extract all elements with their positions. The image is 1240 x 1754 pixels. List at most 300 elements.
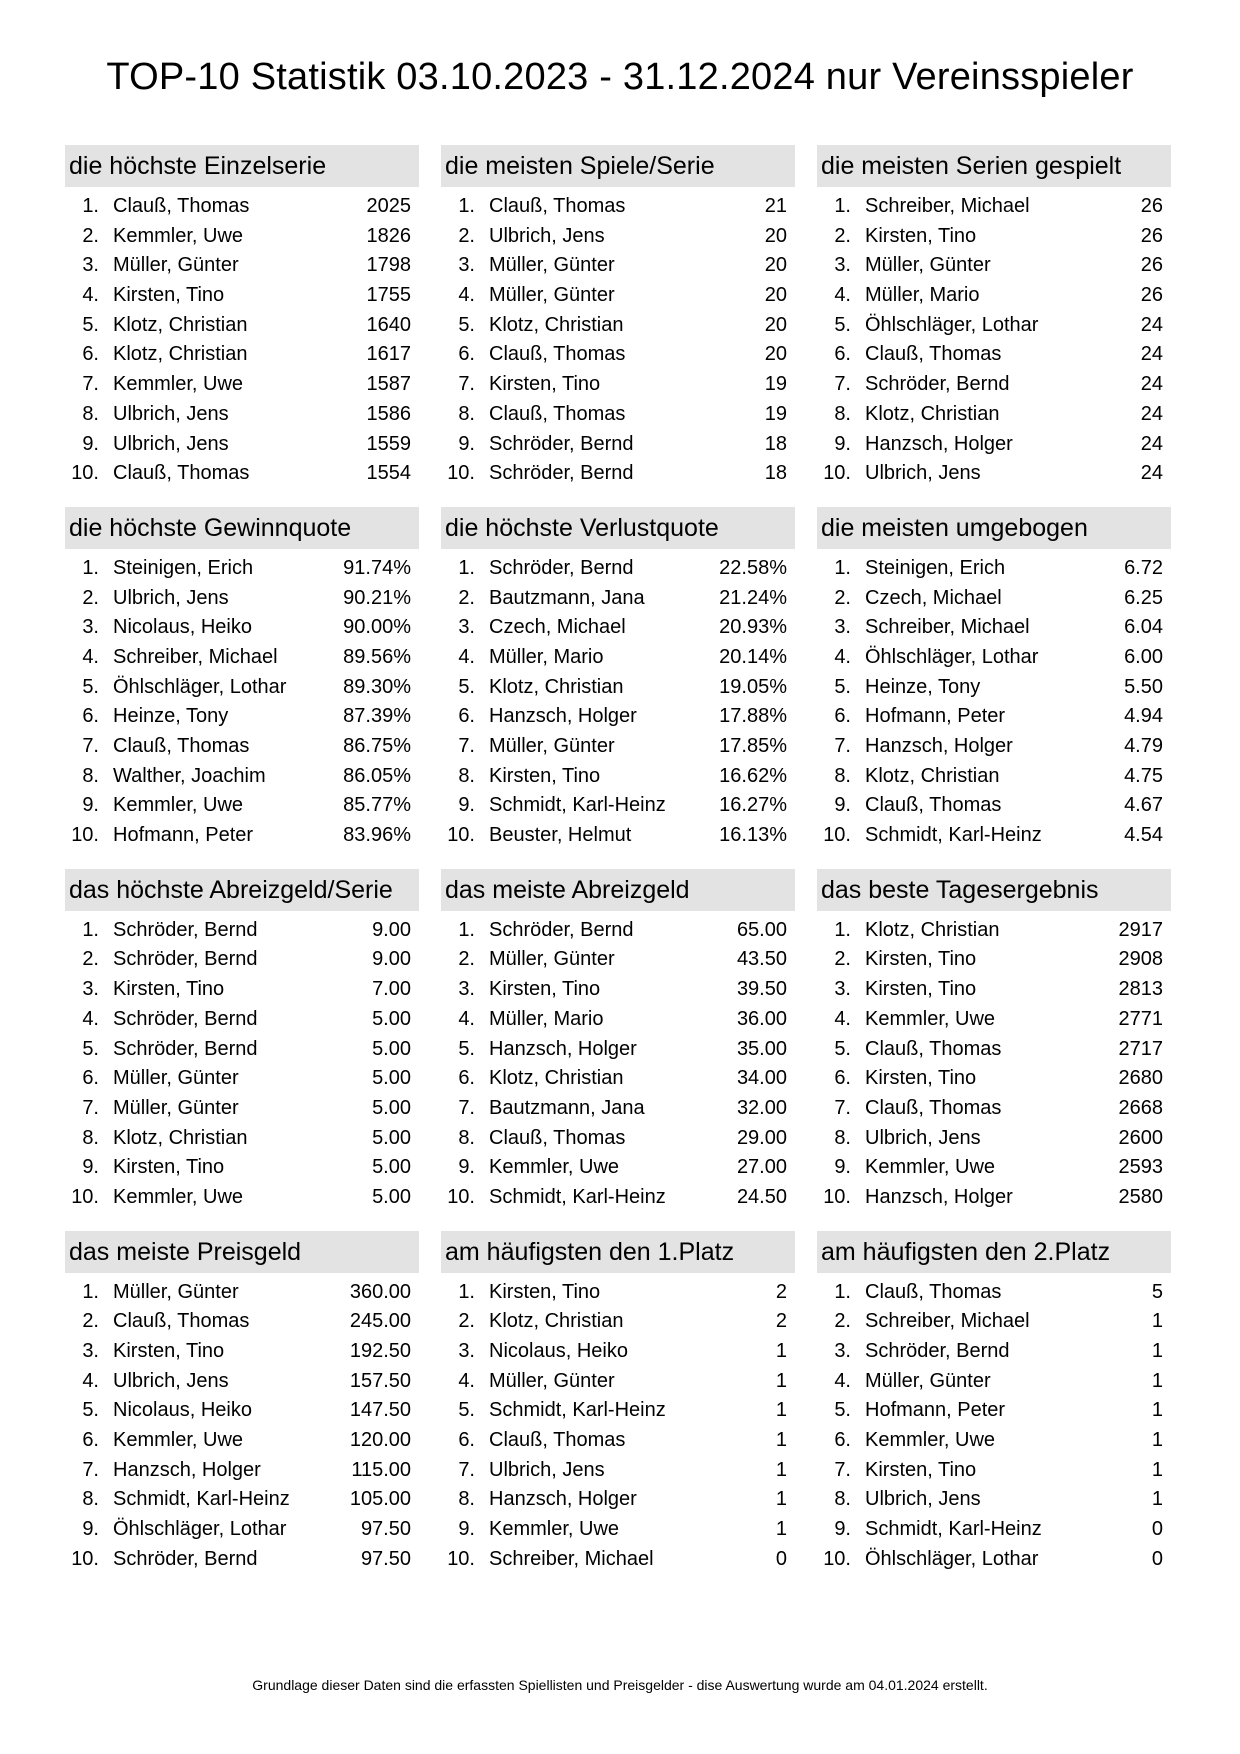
ranking-row	[817, 613, 1171, 643]
rank: 1.	[834, 195, 851, 217]
rank: 7.	[82, 1096, 99, 1119]
page-title: TOP-10 Statistik 03.10.2023 - 31.12.2024 nur Vereinsspieler	[106, 56, 1134, 98]
rank: 6.	[834, 1429, 851, 1452]
rank: 1.	[834, 918, 851, 941]
ranking-row	[65, 1426, 419, 1456]
stat-value: 87.39%	[343, 705, 411, 728]
rank: 6.	[458, 1067, 475, 1090]
rank: 8.	[82, 1126, 99, 1149]
player-name: Müller, Günter	[489, 948, 615, 971]
stat-value: 1	[775, 1458, 787, 1481]
player-name: Müller, Günter	[113, 1067, 239, 1090]
rank: 10.	[823, 1547, 851, 1570]
ranking-row	[441, 584, 795, 614]
ranking-row	[817, 643, 1171, 673]
player-name: Müller, Mario	[865, 284, 980, 307]
stat-value: 16.62%	[719, 764, 787, 787]
player-name: Ulbrich, Jens	[865, 1126, 981, 1149]
ranking-row	[441, 251, 795, 281]
rank: 1.	[82, 556, 99, 579]
player-name: Schröder, Bernd	[113, 948, 258, 971]
stat-value: 4.54	[1124, 824, 1163, 847]
stat-value: 4.94	[1124, 705, 1163, 728]
player-name: Kirsten, Tino	[865, 1458, 977, 1481]
ranking-row	[817, 192, 1171, 222]
section-title: die höchste Einzelserie	[65, 145, 419, 187]
stat-value: 4.79	[1124, 735, 1163, 757]
player-name: Steinigen, Erich	[865, 556, 1006, 579]
stat-value: 115.00	[351, 1458, 411, 1481]
player-name: Clauß, Thomas	[489, 1126, 626, 1149]
player-name: Kirsten, Tino	[489, 978, 601, 1001]
ranking-row	[817, 311, 1171, 341]
ranking-row	[441, 702, 795, 732]
player-name: Clauß, Thomas	[113, 735, 250, 757]
stat-value: 5.00	[372, 1007, 411, 1030]
stat-value: 2771	[1118, 1007, 1163, 1030]
player-name: Schröder, Bernd	[489, 556, 634, 579]
rank: 3.	[82, 616, 99, 639]
player-name: Ulbrich, Jens	[489, 224, 605, 247]
rank: 3.	[82, 1340, 99, 1362]
ranking-row	[817, 1485, 1171, 1515]
player-name: Schmidt, Karl-Heinz	[489, 1185, 666, 1208]
rank: 5.	[834, 1399, 851, 1422]
ranking-row	[65, 732, 419, 762]
rank: 9.	[458, 1518, 475, 1541]
player-name: Clauß, Thomas	[865, 343, 1002, 366]
rank: 3.	[458, 978, 475, 1001]
stat-value: 17.85%	[719, 735, 787, 757]
stat-value: 1	[1151, 1369, 1163, 1392]
stat-value: 120.00	[349, 1429, 411, 1452]
stat-value: 6.00	[1124, 645, 1163, 668]
rank: 6.	[82, 1429, 99, 1452]
rank: 5.	[82, 1399, 99, 1422]
stat-value: 1587	[366, 373, 411, 396]
stat-value: 360.00	[349, 1280, 411, 1303]
ranking-row	[817, 1367, 1171, 1397]
ranking-row	[817, 1545, 1171, 1575]
ranking-row	[65, 791, 419, 821]
player-name: Kirsten, Tino	[489, 1280, 601, 1303]
rank: 7.	[834, 1096, 851, 1119]
rank: 6.	[82, 343, 99, 366]
rank: 10.	[71, 1185, 99, 1208]
player-name: Hofmann, Peter	[113, 824, 254, 847]
rank: 8.	[834, 1126, 851, 1149]
stat-value: 6.04	[1124, 616, 1163, 639]
rank: 4.	[82, 1369, 99, 1392]
rank: 9.	[834, 794, 851, 817]
ranking-row	[441, 732, 795, 762]
rank: 2.	[458, 1310, 475, 1333]
ranking-row	[817, 430, 1171, 460]
ranking-row	[65, 1515, 419, 1545]
player-name: Öhlschläger, Lothar	[865, 645, 1039, 668]
rank: 10.	[823, 824, 851, 847]
rank: 6.	[458, 1429, 475, 1452]
ranking-row	[441, 430, 795, 460]
ranking-row	[65, 1153, 419, 1183]
player-name: Müller, Günter	[113, 1280, 239, 1303]
rank: 8.	[834, 402, 851, 425]
ranking-row	[65, 1367, 419, 1397]
ranking-row	[817, 222, 1171, 252]
ranking-row	[65, 916, 419, 946]
player-name: Kirsten, Tino	[489, 764, 601, 787]
stat-value: 21	[764, 195, 787, 217]
player-name: Walther, Joachim	[113, 764, 266, 787]
ranking-list	[817, 916, 1171, 1213]
player-name: Müller, Günter	[113, 1096, 239, 1119]
ranking-row	[817, 281, 1171, 311]
player-name: Clauß, Thomas	[865, 1280, 1002, 1303]
rank: 8.	[82, 1488, 99, 1511]
section-title: das meiste Preisgeld	[65, 1231, 419, 1273]
stat-value: 1	[775, 1429, 787, 1452]
stat-section	[817, 145, 1171, 489]
player-name: Müller, Günter	[865, 1369, 991, 1392]
ranking-list	[817, 1278, 1171, 1575]
player-name: Kemmler, Uwe	[865, 1156, 996, 1179]
ranking-row	[441, 1396, 795, 1426]
ranking-row	[441, 1005, 795, 1035]
stat-value: 9.00	[372, 948, 411, 971]
stat-value: 1	[775, 1518, 787, 1541]
player-name: Schmidt, Karl-Heinz	[489, 794, 666, 817]
rank: 7.	[82, 373, 99, 396]
player-name: Kirsten, Tino	[113, 1340, 225, 1362]
player-name: Kirsten, Tino	[865, 948, 977, 971]
rank: 7.	[834, 735, 851, 757]
rank: 3.	[834, 978, 851, 1001]
stat-value: 4.75	[1124, 764, 1163, 787]
player-name: Schröder, Bernd	[113, 1007, 258, 1030]
ranking-list	[817, 192, 1171, 489]
rank: 2.	[834, 1310, 851, 1333]
section-title: das beste Tagesergebnis	[817, 869, 1171, 911]
stat-value: 1559	[366, 432, 411, 455]
stat-value: 4.67	[1124, 794, 1163, 817]
rank: 1.	[458, 918, 475, 941]
rank: 4.	[458, 284, 475, 307]
rank: 9.	[458, 794, 475, 817]
rank: 10.	[823, 462, 851, 485]
stat-value: 24	[1140, 373, 1163, 396]
stat-value: 1	[775, 1399, 787, 1422]
stat-value: 2680	[1118, 1067, 1163, 1090]
player-name: Kemmler, Uwe	[113, 373, 244, 396]
stat-value: 26	[1140, 224, 1163, 247]
ranking-row	[441, 554, 795, 584]
player-name: Clauß, Thomas	[489, 195, 626, 217]
ranking-row	[817, 916, 1171, 946]
stat-value: 90.21%	[343, 586, 411, 609]
ranking-row	[441, 673, 795, 703]
stat-value: 2580	[1118, 1185, 1163, 1208]
ranking-row	[441, 1367, 795, 1397]
stat-value: 5.00	[372, 1037, 411, 1060]
rank: 6.	[834, 1067, 851, 1090]
stat-value: 89.56%	[343, 645, 411, 668]
ranking-list	[441, 1278, 795, 1575]
rank: 4.	[834, 1007, 851, 1030]
player-name: Müller, Günter	[865, 254, 991, 277]
stat-value: 19	[764, 373, 787, 396]
player-name: Hanzsch, Holger	[865, 735, 1013, 757]
rank: 4.	[834, 284, 851, 307]
stat-value: 39.50	[736, 978, 787, 1001]
rank: 9.	[834, 1156, 851, 1179]
player-name: Bautzmann, Jana	[489, 586, 645, 609]
rank: 7.	[458, 735, 475, 757]
ranking-row	[817, 1515, 1171, 1545]
player-name: Czech, Michael	[489, 616, 626, 639]
rank: 6.	[82, 705, 99, 728]
ranking-row	[817, 821, 1171, 851]
player-name: Hanzsch, Holger	[489, 1037, 637, 1060]
player-name: Müller, Mario	[489, 1007, 604, 1030]
ranking-row	[441, 1064, 795, 1094]
stat-value: 1	[775, 1369, 787, 1392]
stat-value: 245.00	[349, 1310, 411, 1333]
stat-value: 26	[1140, 284, 1163, 307]
ranking-row	[65, 1307, 419, 1337]
ranking-row	[441, 1307, 795, 1337]
rank: 2.	[834, 948, 851, 971]
player-name: Clauß, Thomas	[113, 1310, 250, 1333]
stat-value: 5.00	[372, 1096, 411, 1119]
ranking-row	[441, 1426, 795, 1456]
player-name: Schmidt, Karl-Heinz	[865, 1518, 1042, 1541]
stat-value: 0	[775, 1547, 787, 1570]
ranking-list	[441, 192, 795, 489]
stat-value: 32.00	[736, 1096, 787, 1119]
ranking-row	[441, 370, 795, 400]
ranking-list	[441, 916, 795, 1213]
player-name: Clauß, Thomas	[865, 794, 1002, 817]
stat-value: 1	[1151, 1340, 1163, 1362]
stat-value: 20	[764, 254, 787, 277]
ranking-row	[441, 222, 795, 252]
ranking-row	[65, 1183, 419, 1213]
player-name: Schmidt, Karl-Heinz	[865, 824, 1042, 847]
stat-value: 2668	[1118, 1096, 1163, 1119]
section-title: das höchste Abreizgeld/Serie	[65, 869, 419, 911]
rank: 4.	[458, 1007, 475, 1030]
stat-value: 19.05%	[719, 675, 787, 698]
ranking-row	[817, 554, 1171, 584]
player-name: Kemmler, Uwe	[113, 1185, 244, 1208]
player-name: Ulbrich, Jens	[113, 1369, 229, 1392]
ranking-row	[65, 1005, 419, 1035]
rank: 8.	[458, 1488, 475, 1511]
ranking-row	[65, 370, 419, 400]
stat-value: 97.50	[360, 1518, 411, 1541]
ranking-row	[817, 459, 1171, 489]
stat-value: 1	[1151, 1429, 1163, 1452]
player-name: Klotz, Christian	[113, 313, 248, 336]
stat-value: 86.75%	[343, 735, 411, 757]
ranking-row	[65, 222, 419, 252]
ranking-row	[817, 1153, 1171, 1183]
stat-value: 16.13%	[719, 824, 787, 847]
stat-value: 16.27%	[719, 794, 787, 817]
stat-value: 2593	[1118, 1156, 1163, 1179]
rank: 10.	[447, 462, 475, 485]
ranking-row	[65, 459, 419, 489]
ranking-row	[65, 1456, 419, 1486]
player-name: Clauß, Thomas	[489, 402, 626, 425]
ranking-row	[65, 762, 419, 792]
player-name: Kirsten, Tino	[865, 224, 977, 247]
stat-value: 27.00	[736, 1156, 787, 1179]
rank: 5.	[834, 675, 851, 698]
ranking-row	[817, 945, 1171, 975]
player-name: Öhlschläger, Lothar	[865, 1547, 1039, 1570]
section-title: das meiste Abreizgeld	[441, 869, 795, 911]
section-title: die meisten Spiele/Serie	[441, 145, 795, 187]
player-name: Schröder, Bernd	[865, 1340, 1010, 1362]
player-name: Clauß, Thomas	[113, 195, 250, 217]
ranking-list	[817, 554, 1171, 851]
stat-value: 0	[1151, 1547, 1163, 1570]
section-title: die meisten Serien gespielt	[817, 145, 1171, 187]
stat-value: 1798	[366, 254, 411, 277]
ranking-row	[65, 281, 419, 311]
stat-value: 0	[1151, 1518, 1163, 1541]
ranking-row	[817, 1094, 1171, 1124]
ranking-row	[441, 1278, 795, 1308]
rank: 3.	[834, 1340, 851, 1362]
player-name: Nicolaus, Heiko	[113, 616, 252, 639]
stat-value: 65.00	[736, 918, 787, 941]
stat-value: 24	[1140, 462, 1163, 485]
player-name: Clauß, Thomas	[865, 1096, 1002, 1119]
rank: 9.	[458, 1156, 475, 1179]
rank: 10.	[71, 824, 99, 847]
stat-value: 1	[1151, 1488, 1163, 1511]
player-name: Schreiber, Michael	[489, 1547, 654, 1570]
rank: 7.	[458, 1096, 475, 1119]
stat-value: 20.14%	[719, 645, 787, 668]
ranking-row	[441, 916, 795, 946]
rank: 3.	[82, 978, 99, 1001]
stat-value: 7.00	[372, 978, 411, 1001]
ranking-row	[441, 945, 795, 975]
player-name: Schröder, Bernd	[113, 918, 258, 941]
stat-value: 24	[1140, 402, 1163, 425]
player-name: Schröder, Bernd	[489, 432, 634, 455]
ranking-row	[65, 584, 419, 614]
player-name: Hanzsch, Holger	[489, 1488, 637, 1511]
rank: 8.	[834, 764, 851, 787]
stat-value: 147.50	[349, 1399, 411, 1422]
stat-section	[817, 507, 1171, 851]
ranking-row	[441, 311, 795, 341]
player-name: Schmidt, Karl-Heinz	[113, 1488, 290, 1511]
rank: 6.	[458, 343, 475, 366]
ranking-list	[65, 554, 419, 851]
stat-value: 18	[764, 432, 787, 455]
stat-section	[441, 507, 795, 851]
stat-value: 19	[764, 402, 787, 425]
rank: 1.	[82, 918, 99, 941]
ranking-row	[65, 1485, 419, 1515]
stat-value: 90.00%	[343, 616, 411, 639]
ranking-row	[817, 673, 1171, 703]
rank: 5.	[82, 313, 99, 336]
stat-value: 1	[1151, 1399, 1163, 1422]
stat-value: 91.74%	[343, 556, 411, 579]
player-name: Schröder, Bernd	[113, 1547, 258, 1570]
rank: 1.	[834, 556, 851, 579]
rank: 9.	[458, 432, 475, 455]
section-title: am häufigsten den 2.Platz	[817, 1231, 1171, 1273]
ranking-row	[65, 613, 419, 643]
player-name: Hanzsch, Holger	[113, 1458, 261, 1481]
stat-value: 2717	[1118, 1037, 1163, 1060]
player-name: Müller, Mario	[489, 645, 604, 668]
stat-value: 17.88%	[719, 705, 787, 728]
stat-value: 1617	[366, 343, 411, 366]
ranking-row	[65, 1337, 419, 1367]
ranking-row	[441, 975, 795, 1005]
player-name: Klotz, Christian	[865, 918, 1000, 941]
rank: 4.	[834, 1369, 851, 1392]
player-name: Schröder, Bernd	[489, 462, 634, 485]
ranking-row	[817, 340, 1171, 370]
ranking-row	[817, 702, 1171, 732]
ranking-row	[817, 1005, 1171, 1035]
ranking-row	[441, 643, 795, 673]
ranking-row	[441, 340, 795, 370]
player-name: Ulbrich, Jens	[489, 1458, 605, 1481]
rank: 9.	[834, 432, 851, 455]
ranking-row	[441, 1183, 795, 1213]
ranking-row	[65, 311, 419, 341]
player-name: Clauß, Thomas	[113, 462, 250, 485]
player-name: Schröder, Bernd	[865, 373, 1010, 396]
rank: 5.	[834, 313, 851, 336]
ranking-row	[441, 1035, 795, 1065]
ranking-row	[817, 251, 1171, 281]
player-name: Kirsten, Tino	[113, 978, 225, 1001]
ranking-row	[441, 1337, 795, 1367]
ranking-row	[441, 613, 795, 643]
player-name: Hofmann, Peter	[865, 705, 1006, 728]
stat-value: 1826	[366, 224, 411, 247]
rank: 3.	[458, 616, 475, 639]
stat-value: 1	[1151, 1458, 1163, 1481]
rank: 4.	[82, 284, 99, 307]
ranking-row	[817, 370, 1171, 400]
player-name: Hofmann, Peter	[865, 1399, 1006, 1422]
ranking-row	[65, 430, 419, 460]
ranking-row	[65, 702, 419, 732]
rank: 2.	[82, 224, 99, 247]
rank: 8.	[82, 764, 99, 787]
stat-value: 83.96%	[343, 824, 411, 847]
rank: 4.	[458, 645, 475, 668]
player-name: Hanzsch, Holger	[865, 432, 1013, 455]
player-name: Steinigen, Erich	[113, 556, 254, 579]
ranking-row	[441, 762, 795, 792]
player-name: Kemmler, Uwe	[865, 1429, 996, 1452]
stat-section	[65, 145, 419, 489]
stat-value: 2813	[1118, 978, 1163, 1001]
